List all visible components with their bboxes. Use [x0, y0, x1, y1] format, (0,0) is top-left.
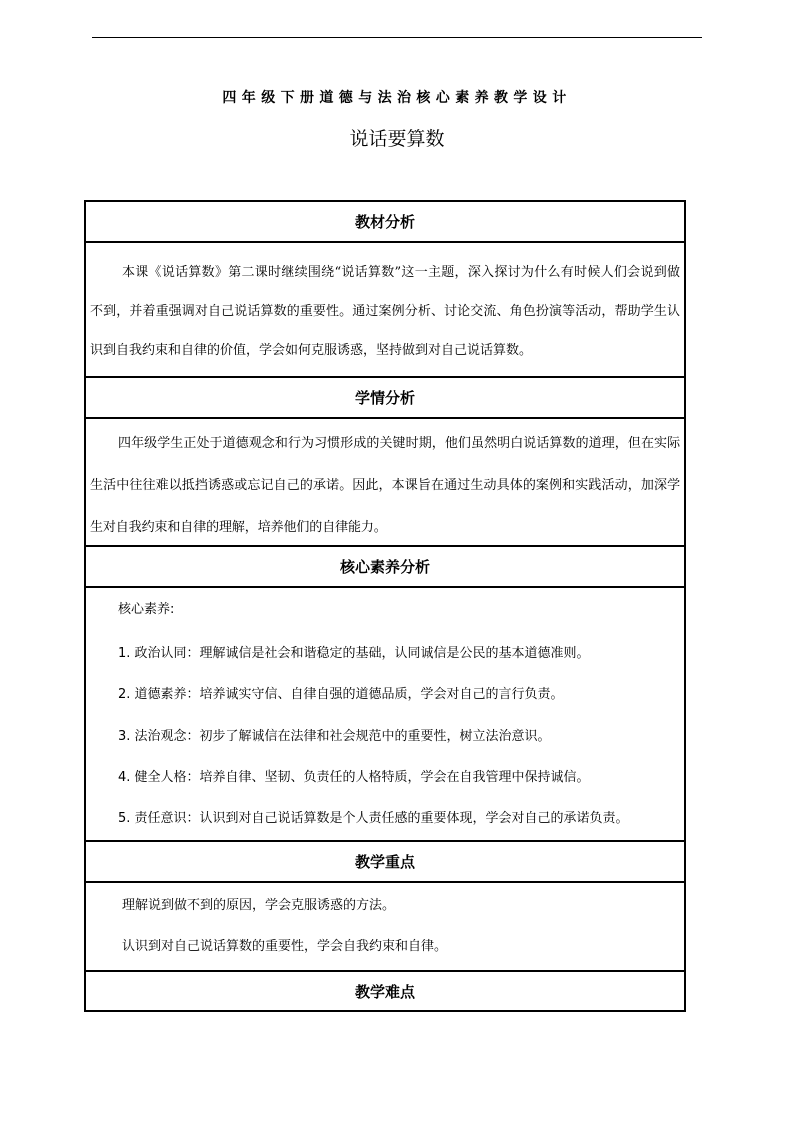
material-analysis-cell [86, 243, 684, 378]
lesson-design-table [84, 200, 686, 1012]
core-item-personality: 4. 健全人格：培养自律、坚韧、负责任的人格特质，学会在自我管理中保持诚信。 [118, 770, 590, 785]
material-analysis-text: 本课《说话算数》第二课时继续围绕“说话算数”这一主题，深入探讨为什么有时候人们会说到做不到，并着重强调对自己说话算数的重要性。通过案例分析、讨论交流、角色扮演等活动，帮助学生认识到自我约束和自律的价值，学会如何克服诱惑，坚持做到对自己说话算数。 [90, 265, 680, 358]
teaching-difficulty-heading: 教学难点 [354, 982, 415, 1001]
teaching-focus-heading: 教学重点 [86, 842, 684, 883]
teaching-focus-line-1: 理解说到做不到的原因，学会克服诱惑的方法。 [122, 898, 396, 913]
core-competency-intro: 核心素养: [118, 602, 175, 617]
teaching-focus-cell [86, 883, 684, 972]
teaching-focus-line-2: 认识到对自己说话算数的重要性，学会自我约束和自律。 [122, 939, 448, 954]
core-item-law: 3. 法治观念：初步了解诚信在法律和社会规范中的重要性，树立法治意识。 [118, 729, 551, 744]
core-item-moral: 2. 道德素养：培养诚实守信、自律自强的道德品质，学会对自己的言行负责。 [118, 687, 564, 702]
lesson-title: 说话要算数 [349, 128, 445, 150]
header-rule [92, 37, 702, 38]
core-competency-cell [86, 588, 684, 842]
student-analysis-cell [86, 419, 684, 547]
student-analysis-text: 四年级学生正处于道德观念和行为习惯形成的关键时期，他们虽然明白说话算数的道理，但在实际生活中往往难以抵挡诱惑或忘记自己的承诺。因此，本课旨在通过生动具体的案例和实践活动，加深学生对自我约束和自律的理解，培养他们的自律能力。 [90, 436, 680, 535]
material-analysis-heading: 教材分析 [86, 202, 684, 243]
student-analysis-heading: 学情分析 [86, 378, 684, 419]
core-item-political: 1. 政治认同：理解诚信是社会和谐稳定的基础，认同诚信是公民的基本道德准则。 [118, 646, 590, 661]
document-title: 四年级下册道德与法治核心素养教学设计 [222, 90, 572, 106]
core-item-responsibility: 5. 责任意识：认识到对自己说话算数是个人责任感的重要体现，学会对自己的承诺负责。 [118, 811, 629, 826]
core-competency-heading: 核心素养分析 [86, 547, 684, 588]
